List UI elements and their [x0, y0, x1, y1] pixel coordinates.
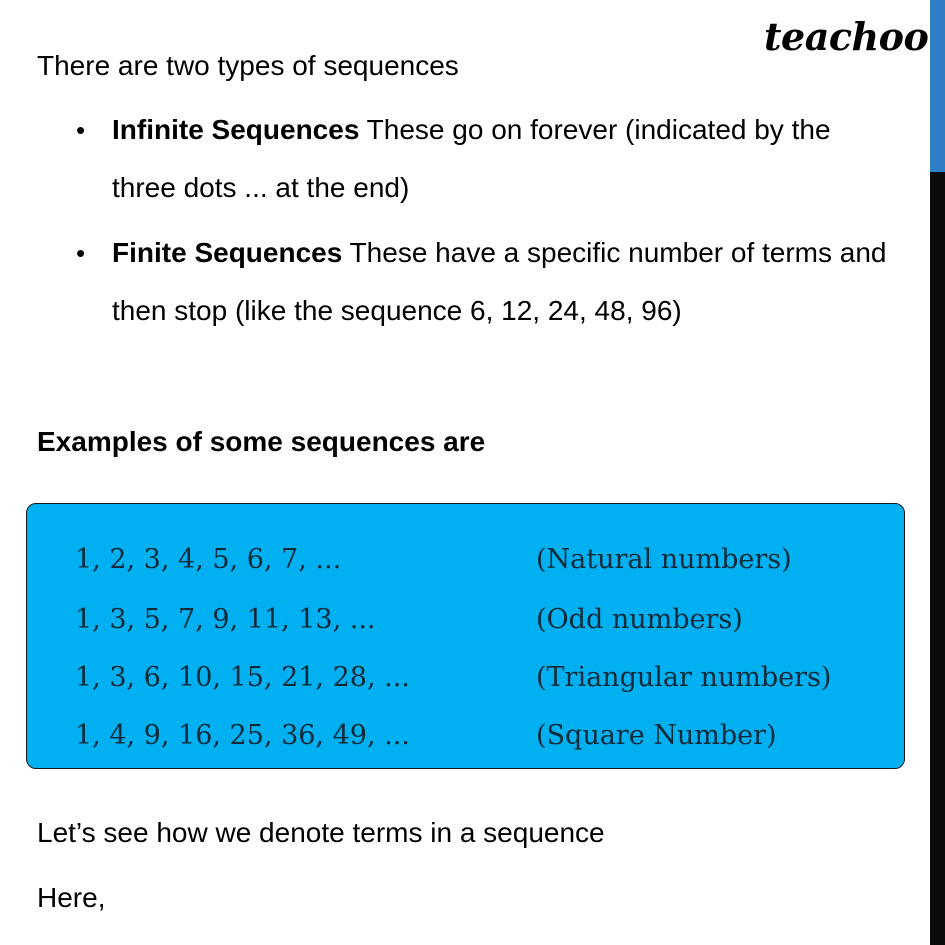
- sequence-row: [27, 600, 904, 640]
- sequence-label: (Natural numbers): [536, 544, 792, 575]
- sequence-label: (Triangular numbers): [536, 662, 832, 693]
- side-scrollbar[interactable]: [930, 0, 945, 945]
- sequence-terms: 1, 4, 9, 16, 25, 36, 49, ...: [75, 720, 410, 751]
- infinite-sequences-term: Infinite Sequences: [112, 114, 360, 145]
- sequence-terms: 1, 2, 3, 4, 5, 6, 7, ...: [75, 544, 342, 575]
- sequence-label: (Odd numbers): [536, 604, 743, 635]
- sequence-row: [27, 658, 904, 698]
- sequence-terms: 1, 3, 6, 10, 15, 21, 28, ...: [75, 662, 410, 693]
- infinite-sequences-line2: three dots ... at the end): [112, 172, 410, 203]
- sequence-terms: 1, 3, 5, 7, 9, 11, 13, ...: [75, 604, 376, 635]
- examples-heading: Examples of some sequences are: [37, 426, 486, 457]
- finite-sequences-desc: These have a specific number of terms and: [342, 237, 887, 268]
- footer-line2: Here,: [37, 882, 106, 913]
- footer-line1: Let’s see how we denote terms in a sequence: [37, 817, 605, 848]
- bullet-dot: •: [76, 238, 86, 268]
- teachoo-logo: teachoo: [764, 14, 929, 59]
- sequence-row: [27, 716, 904, 756]
- infinite-sequences-desc: These go on forever (indicated by the: [359, 114, 831, 145]
- finite-sequences-term: Finite Sequences: [112, 237, 343, 268]
- sequence-label: (Square Number): [536, 720, 777, 751]
- finite-sequences-line1: [112, 239, 887, 267]
- infinite-sequences-line1: [112, 116, 831, 144]
- finite-sequences-line2: then stop (like the sequence 6, 12, 24, 48, 96): [112, 295, 682, 326]
- bullet-dot: •: [76, 115, 86, 145]
- intro-text: There are two types of sequences: [37, 50, 459, 81]
- scrollbar-thumb[interactable]: [930, 0, 945, 172]
- sequence-row: [27, 540, 904, 580]
- sequence-examples-box: [26, 503, 905, 769]
